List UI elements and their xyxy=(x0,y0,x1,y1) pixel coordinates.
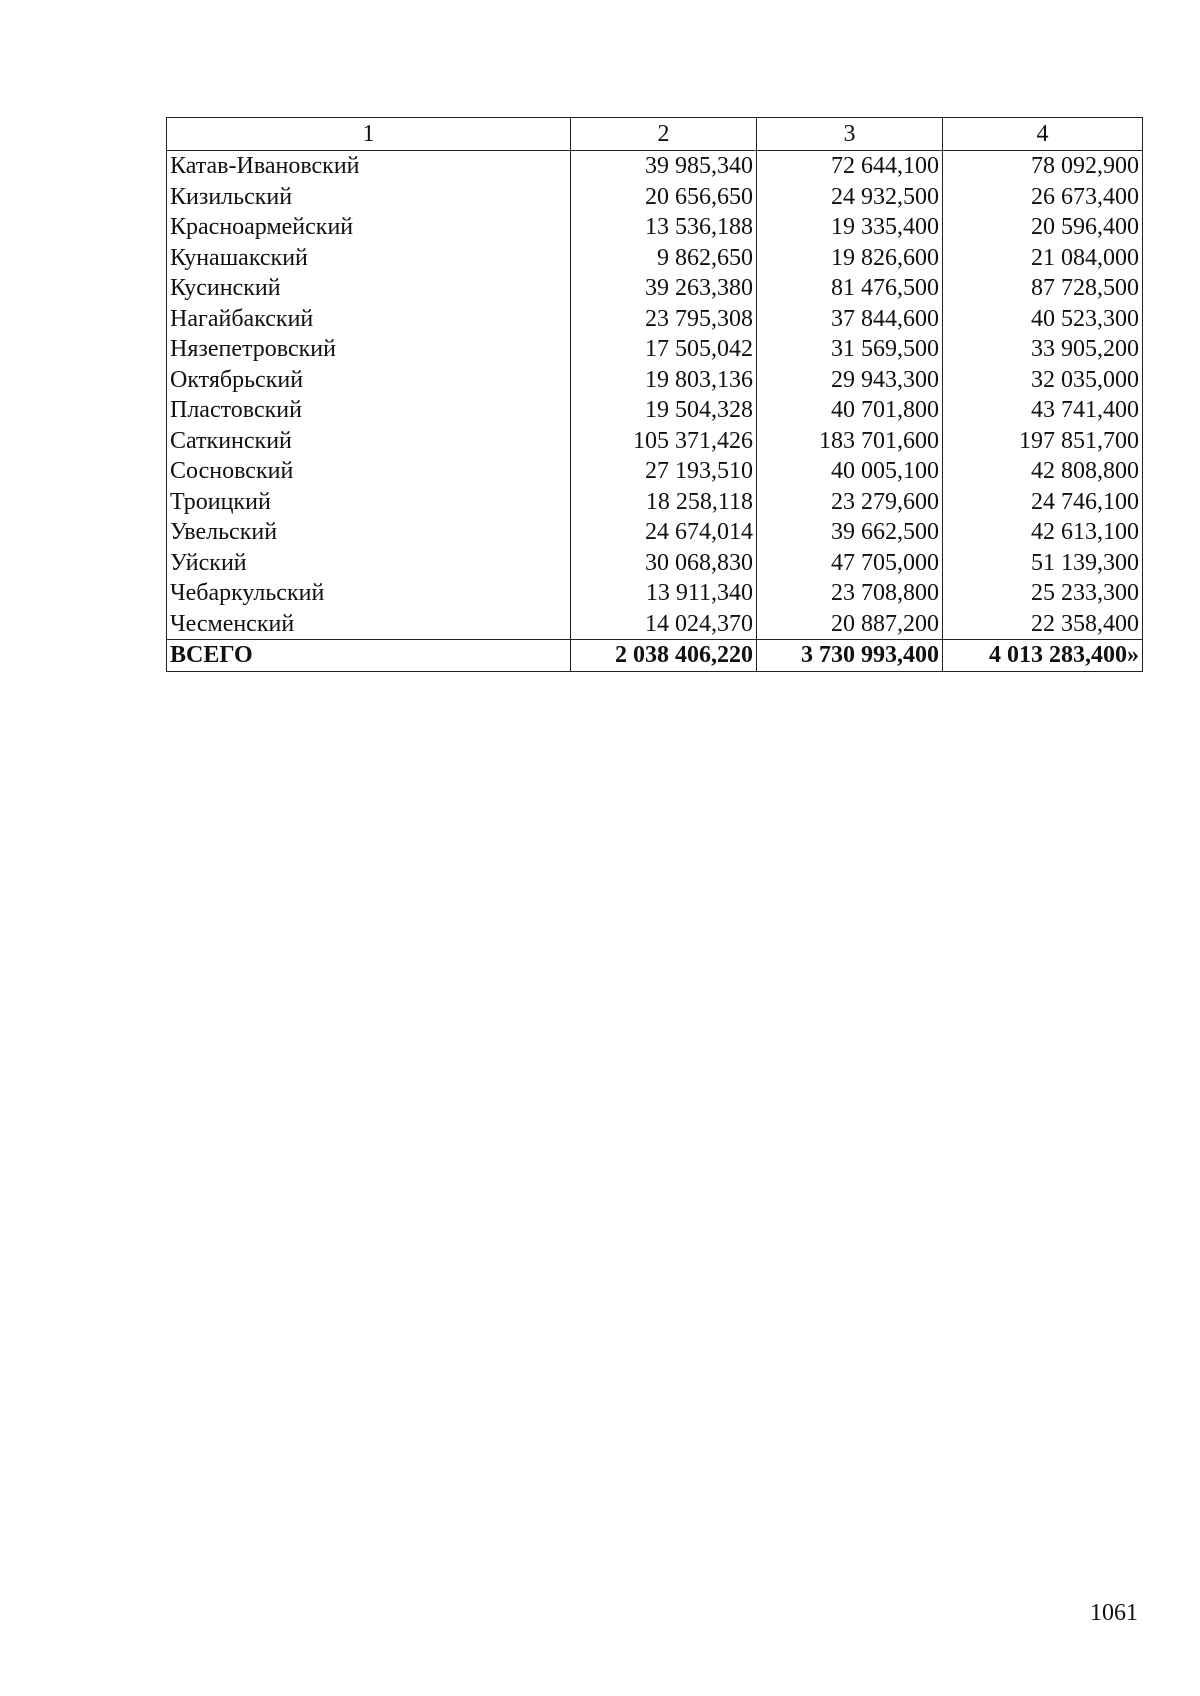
page-number: 1061 xyxy=(1090,1600,1138,1626)
district-name: Пластовский xyxy=(167,395,571,426)
district-name: Уйский xyxy=(167,548,571,579)
value-cell: 13 536,188 xyxy=(571,212,757,243)
value-cell: 39 263,380 xyxy=(571,273,757,304)
total-row xyxy=(167,640,1143,672)
value-cell: 39 985,340 xyxy=(571,151,757,182)
table-row xyxy=(167,151,1143,182)
value-cell: 21 084,000 xyxy=(943,243,1143,274)
table-row xyxy=(167,365,1143,396)
value-cell: 42 808,800 xyxy=(943,456,1143,487)
district-name: Троицкий xyxy=(167,487,571,518)
value-cell: 19 504,328 xyxy=(571,395,757,426)
value-cell: 27 193,510 xyxy=(571,456,757,487)
value-cell: 20 656,650 xyxy=(571,182,757,213)
table-row xyxy=(167,212,1143,243)
value-cell: 24 932,500 xyxy=(757,182,943,213)
table-row xyxy=(167,548,1143,579)
value-cell: 22 358,400 xyxy=(943,609,1143,640)
district-name: Октябрьский xyxy=(167,365,571,396)
value-cell: 37 844,600 xyxy=(757,304,943,335)
value-cell: 33 905,200 xyxy=(943,334,1143,365)
value-cell: 32 035,000 xyxy=(943,365,1143,396)
column-header: 4 xyxy=(943,118,1143,151)
value-cell: 39 662,500 xyxy=(757,517,943,548)
value-cell: 43 741,400 xyxy=(943,395,1143,426)
value-cell: 72 644,100 xyxy=(757,151,943,182)
value-cell: 197 851,700 xyxy=(943,426,1143,457)
value-cell: 25 233,300 xyxy=(943,578,1143,609)
value-cell: 23 708,800 xyxy=(757,578,943,609)
table-row xyxy=(167,456,1143,487)
value-cell: 19 826,600 xyxy=(757,243,943,274)
district-name: Нязепетровский xyxy=(167,334,571,365)
table-row xyxy=(167,182,1143,213)
value-cell: 26 673,400 xyxy=(943,182,1143,213)
column-header: 3 xyxy=(757,118,943,151)
table-body xyxy=(167,151,1143,672)
value-cell: 40 523,300 xyxy=(943,304,1143,335)
value-cell: 51 139,300 xyxy=(943,548,1143,579)
district-name: Чесменский xyxy=(167,609,571,640)
district-name: Увельский xyxy=(167,517,571,548)
value-cell: 24 746,100 xyxy=(943,487,1143,518)
value-cell: 29 943,300 xyxy=(757,365,943,396)
value-cell: 18 258,118 xyxy=(571,487,757,518)
value-cell: 23 279,600 xyxy=(757,487,943,518)
district-name: Катав-Ивановский xyxy=(167,151,571,182)
district-name: Саткинский xyxy=(167,426,571,457)
table-row xyxy=(167,426,1143,457)
table-row xyxy=(167,609,1143,640)
table-row xyxy=(167,395,1143,426)
value-cell: 30 068,830 xyxy=(571,548,757,579)
column-header: 1 xyxy=(167,118,571,151)
value-cell: 183 701,600 xyxy=(757,426,943,457)
district-name: Красноармейский xyxy=(167,212,571,243)
value-cell: 24 674,014 xyxy=(571,517,757,548)
district-name: Чебаркульский xyxy=(167,578,571,609)
value-cell: 40 701,800 xyxy=(757,395,943,426)
value-cell: 42 613,100 xyxy=(943,517,1143,548)
table-row xyxy=(167,517,1143,548)
value-cell: 40 005,100 xyxy=(757,456,943,487)
value-cell: 87 728,500 xyxy=(943,273,1143,304)
table-row xyxy=(167,334,1143,365)
value-cell: 19 335,400 xyxy=(757,212,943,243)
total-value: 3 730 993,400 xyxy=(757,640,943,672)
data-table xyxy=(166,117,1143,672)
district-name: Нагайбакский xyxy=(167,304,571,335)
table-row xyxy=(167,578,1143,609)
value-cell: 31 569,500 xyxy=(757,334,943,365)
value-cell: 20 887,200 xyxy=(757,609,943,640)
value-cell: 9 862,650 xyxy=(571,243,757,274)
total-value: 4 013 283,400» xyxy=(943,640,1143,672)
value-cell: 78 092,900 xyxy=(943,151,1143,182)
value-cell: 105 371,426 xyxy=(571,426,757,457)
value-cell: 14 024,370 xyxy=(571,609,757,640)
value-cell: 17 505,042 xyxy=(571,334,757,365)
value-cell: 23 795,308 xyxy=(571,304,757,335)
district-name: Сосновский xyxy=(167,456,571,487)
total-value: 2 038 406,220 xyxy=(571,640,757,672)
total-label: ВСЕГО xyxy=(167,640,571,672)
value-cell: 81 476,500 xyxy=(757,273,943,304)
value-cell: 47 705,000 xyxy=(757,548,943,579)
column-header: 2 xyxy=(571,118,757,151)
table-row xyxy=(167,243,1143,274)
table-row xyxy=(167,304,1143,335)
value-cell: 19 803,136 xyxy=(571,365,757,396)
value-cell: 13 911,340 xyxy=(571,578,757,609)
district-name: Кунашакский xyxy=(167,243,571,274)
header-row xyxy=(167,118,1143,151)
district-name: Кизильский xyxy=(167,182,571,213)
table-row xyxy=(167,273,1143,304)
table-row xyxy=(167,487,1143,518)
value-cell: 20 596,400 xyxy=(943,212,1143,243)
district-name: Кусинский xyxy=(167,273,571,304)
